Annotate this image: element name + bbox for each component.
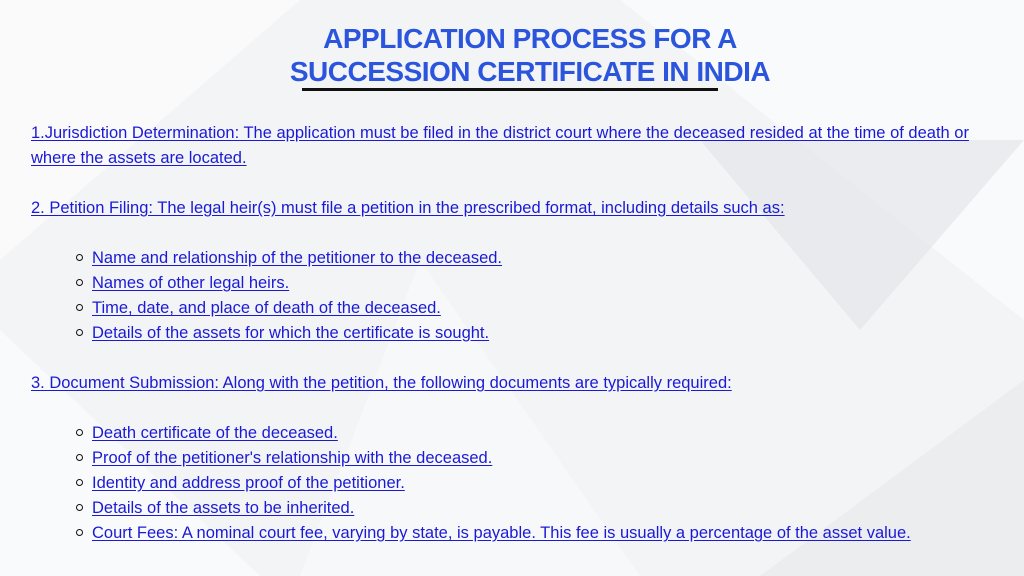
- bullet-circle-icon: [76, 279, 83, 286]
- bullet-circle-icon: [76, 304, 83, 311]
- bullet-circle-icon: [76, 254, 83, 261]
- list-item: [92, 271, 1006, 296]
- list-item-link[interactable]: Court Fees: A nominal court fee, varying by state, is payable. This fee is usually a percentage of the asset value.: [92, 524, 911, 542]
- list-item: [92, 321, 1006, 346]
- section-2-list: [31, 246, 1006, 346]
- bullet-circle-icon: [76, 454, 83, 461]
- list-item-link[interactable]: Details of the assets to be inherited.: [92, 499, 355, 517]
- list-item-link[interactable]: Name and relationship of the petitioner to the deceased.: [92, 249, 503, 267]
- section-3-list: [31, 421, 1006, 546]
- content: [31, 121, 1006, 546]
- section-2-link[interactable]: 2. Petition Filing: The legal heir(s) must file a petition in the prescribed format, including details such as:: [31, 199, 785, 217]
- list-item: [92, 496, 1006, 521]
- section-1-link[interactable]: 1.Jurisdiction Determination: The application must be filed in the district court where the deceased resided at the time of death or where the assets are located.: [31, 124, 969, 167]
- page-title-line-1: APPLICATION PROCESS FOR A: [323, 23, 737, 54]
- list-item: [92, 296, 1006, 321]
- list-item: [92, 421, 1006, 446]
- list-item: [92, 246, 1006, 271]
- bullet-circle-icon: [76, 504, 83, 511]
- section-3-link[interactable]: 3. Document Submission: Along with the petition, the following documents are typically required:: [31, 374, 732, 392]
- list-item-link[interactable]: Identity and address proof of the petitioner.: [92, 474, 405, 492]
- list-item-link[interactable]: Death certificate of the deceased.: [92, 424, 338, 442]
- page-title-line-2: SUCCESSION CERTIFICATE IN INDIA: [289, 56, 771, 87]
- title-underline: [302, 88, 718, 91]
- list-item: [92, 471, 1006, 496]
- bullet-circle-icon: [76, 329, 83, 336]
- list-item: [92, 521, 1006, 546]
- bullet-circle-icon: [76, 479, 83, 486]
- bullet-circle-icon: [76, 529, 83, 536]
- list-item-link[interactable]: Details of the assets for which the certificate is sought.: [92, 324, 490, 342]
- page-title: [0, 22, 1024, 88]
- list-item-link[interactable]: Names of other legal heirs.: [92, 274, 290, 292]
- list-item: [92, 446, 1006, 471]
- bullet-circle-icon: [76, 429, 83, 436]
- list-item-link[interactable]: Proof of the petitioner's relationship with the deceased.: [92, 449, 493, 467]
- list-item-link[interactable]: Time, date, and place of death of the deceased.: [92, 299, 441, 317]
